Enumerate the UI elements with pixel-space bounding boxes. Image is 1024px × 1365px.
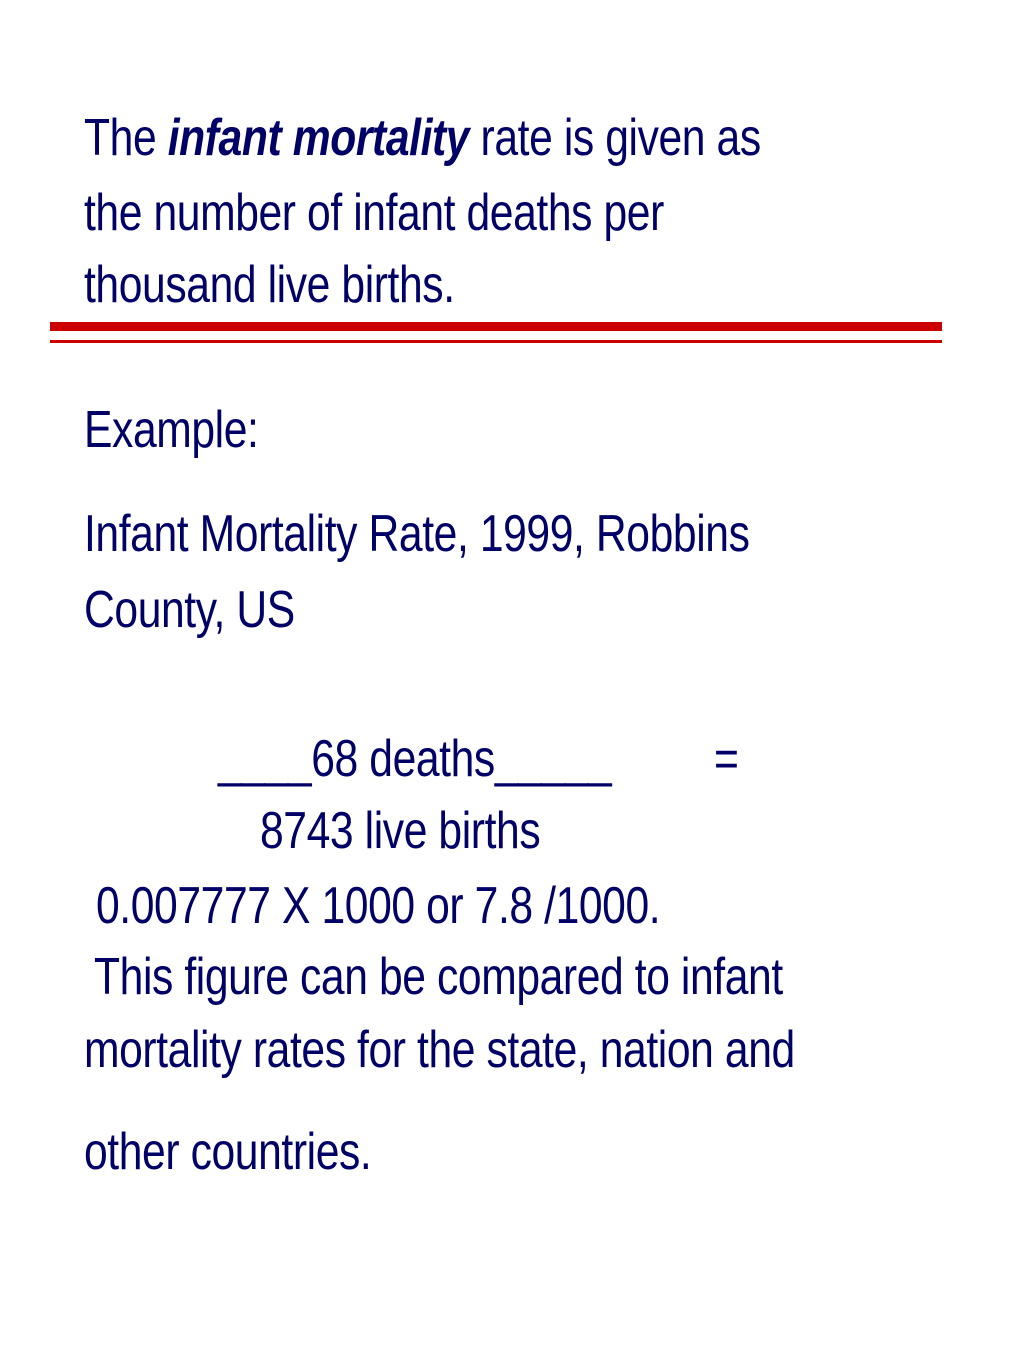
comparison-line-2: mortality rates for the state, nation and bbox=[84, 1021, 795, 1079]
divider-rule-thin bbox=[50, 340, 942, 343]
definition-prefix: The bbox=[84, 109, 168, 167]
comparison-line-3: other countries. bbox=[84, 1123, 372, 1181]
definition-line-2: the number of infant deaths per bbox=[84, 184, 664, 242]
divider-rule-thick bbox=[50, 322, 942, 331]
example-label: Example: bbox=[84, 401, 259, 459]
comparison-line-1: This figure can be compared to infant bbox=[94, 948, 783, 1006]
calculation-result: 0.007777 X 1000 or 7.8 /1000. bbox=[96, 877, 661, 935]
definition-line-3: thousand live births. bbox=[84, 256, 455, 314]
example-title-line-2: County, US bbox=[84, 581, 295, 639]
example-title-line-1: Infant Mortality Rate, 1999, Robbins bbox=[84, 505, 750, 563]
definition-line-1 bbox=[84, 109, 761, 167]
calculation-denominator: 8743 live births bbox=[260, 802, 541, 860]
definition-suffix: rate is given as bbox=[469, 109, 761, 167]
calculation-numerator: ____68 deaths_____ bbox=[218, 730, 612, 788]
definition-term: infant mortality bbox=[167, 109, 470, 167]
calculation-equals: = bbox=[714, 730, 739, 788]
